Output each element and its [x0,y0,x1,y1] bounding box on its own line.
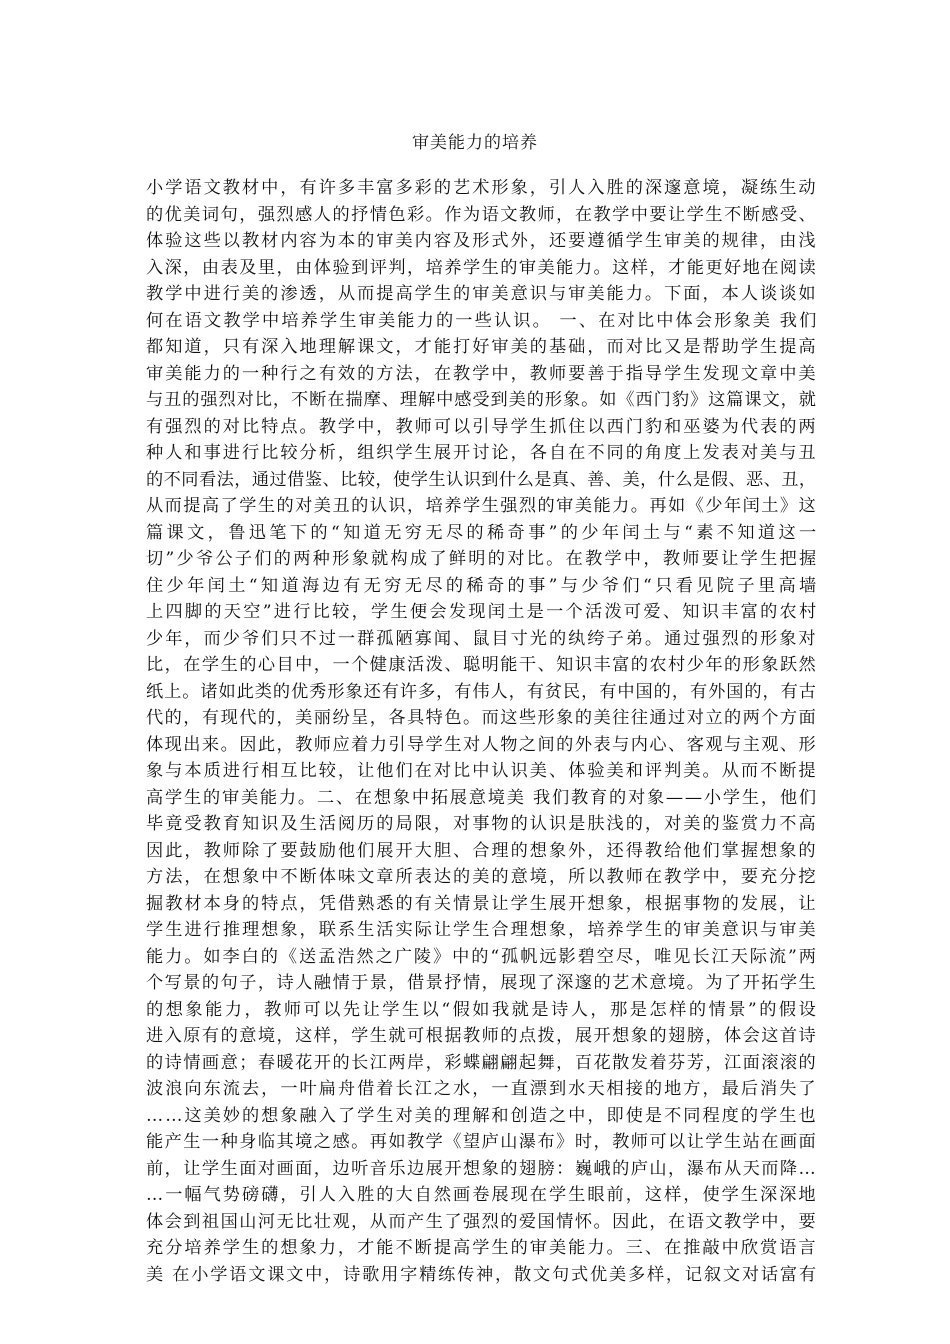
body-line: 入深，由表及里，由体验到评判，培养学生的审美能力。这样，才能更好地在阅读 [146,257,818,278]
body-line: 的想象能力，教师可以先让学生以“假如我就是诗人，那是怎样的情景”的假设 [146,999,819,1020]
body-line: 体验这些以教材内容为本的审美内容及形式外，还要遵循学生审美的规律，由浅 [146,231,818,251]
body-line: 篇课文，鲁迅笔下的“知道无穷无尽的稀奇事”的少年闰土与“素不知道这一 [146,522,820,543]
body-line: 个写景的句子，诗人融情于景，借景抒情，展现了深邃的艺术意境。为了开拓学生 [146,973,818,993]
body-line: 上四脚的天空”进行比较，学生便会发现闰土是一个活泼可爱、知识丰富的农村 [146,602,819,622]
body-line: 美 在小学语文课文中，诗歌用字精练传神，散文句式优美多样，记叙文对话富有 [146,1264,818,1285]
body-line: 象与本质进行相互比较，让他们在对比中认识美、体验美和评判美。从而不断提 [146,761,818,781]
body-line: 的不同看法，通过借鉴、比较，使学生认识到什么是真、善、美，什么是假、恶、丑， [146,469,817,490]
body-line: 学生进行推理想象，联系生活实际让学生合理想象，培养学生的审美意识与审美 [146,920,818,940]
body-line: 从而提高了学生的对美丑的认识，培养学生强烈的审美能力。再如《少年闰土》这 [146,496,818,516]
body-line: 小学语文教材中，有许多丰富多彩的艺术形象，引人入胜的深邃意境，凝练生动 [146,178,818,198]
document-body [146,175,820,1288]
body-line: 教学中进行美的渗透，从而提高学生的审美意识与审美能力。下面，本人谈谈如 [146,284,818,304]
body-line: 比，在学生的心目中，一个健康活泼、聪明能干、知识丰富的农村少年的形象跃然 [146,655,818,675]
body-line: 能产生一种身临其境之感。再如教学《望庐山瀑布》时，教师可以让学生站在画面 [146,1132,818,1152]
body-line: 纸上。诸如此类的优秀形象还有许多，有伟人，有贫民，有中国的，有外国的，有古 [146,681,817,702]
body-line: 的诗情画意；春暖花开的长江两岸，彩蝶翩翩起舞，百花散发着芬芳，江面滚滚的 [146,1052,818,1073]
body-line: 体会到祖国山河无比壮观，从而产生了强烈的爱国情怀。因此，在语文教学中，要 [146,1211,818,1232]
body-line: 少年，而少爷们只不过一群孤陋寡闻、鼠目寸光的纨绔子弟。通过强烈的形象对 [146,628,818,649]
body-line: 充分培养学生的想象力，才能不断提高学生的审美能力。三、在推敲中欣赏语言 [146,1238,818,1258]
body-line: 高学生的审美能力。二、在想象中拓展意境美 我们教育的对象——小学生，他们 [146,787,818,808]
body-line: 的优美词句，强烈感人的抒情色彩。作为语文教师，在教学中要让学生不断感受、 [146,204,818,225]
body-line: 代的，有现代的，美丽纷呈，各具特色。而这些形象的美往往通过对立的两个方面 [146,708,818,728]
body-line: …一幅气势磅礴，引人入胜的大自然画卷展现在学生眼前，这样，使学生深深地 [146,1185,818,1205]
body-line: 有强烈的对比特点。教学中，教师可以引导学生抓住以西门豹和巫婆为代表的两 [146,416,818,437]
body-line: 种人和事进行比较分析，组织学生展开讨论，各自在不同的角度上发表对美与丑 [146,443,818,463]
body-line: 前，让学生面对画面，边听音乐边展开想象的翅膀：巍峨的庐山，瀑布从天而降… [146,1158,818,1179]
body-line: ……这美妙的想象融入了学生对美的理解和创造之中，即使是不同程度的学生也 [146,1105,818,1126]
body-line: 因此，教师除了要鼓励他们展开大胆、合理的想象外，还得教给他们掌握想象的 [146,840,818,861]
body-line: 进入原有的意境，这样，学生就可根据教师的点拨，展开想象的翅膀，体会这首诗 [146,1026,818,1046]
body-line: 切”少爷公子们的两种形象就构成了鲜明的对比。在教学中，教师要让学生把握 [146,549,819,569]
body-line: 波浪向东流去，一叶扁舟借着长江之水，一直漂到水天相接的地方，最后消失了 [146,1079,818,1099]
body-line: 审美能力的一种行之有效的方法，在教学中，教师要善于指导学生发现文章中美 [146,363,818,384]
body-line: 能力。如李白的《送孟浩然之广陵》中的“孤帆远影碧空尽，唯见长江天际流”两 [146,946,818,967]
body-line: 毕竟受教育知识及生活阅历的局限，对事物的认识是肤浅的，对美的鉴赏力不高 [146,814,818,834]
body-line: 都知道，只有深入地理解课文，才能打好审美的基础，而对比又是帮助学生提高 [146,337,818,357]
body-line: 体现出来。因此，教师应着力引导学生对人物之间的外表与内心、客观与主观、形 [146,734,818,755]
document-title: 审美能力的培养 [412,133,538,153]
body-line: 方法，在想象中不断体味文章所表达的美的意境，所以教师在教学中，要充分挖 [146,867,818,887]
body-line: 掘教材本身的特点，凭借熟悉的有关情景让学生展开想象，根据事物的发展，让 [146,893,818,914]
body-line: 住少年闰土“知道海边有无穷无尽的稀奇的事”与少爷们“只看见院子里高墙 [146,575,820,596]
body-line: 何在语文教学中培养学生审美能力的一些认识。 一、在对比中体会形象美 我们 [146,310,819,331]
body-line: 与丑的强烈对比，不断在揣摩、理解中感受到美的形象。如《西门豹》这篇课文，就 [146,390,817,410]
